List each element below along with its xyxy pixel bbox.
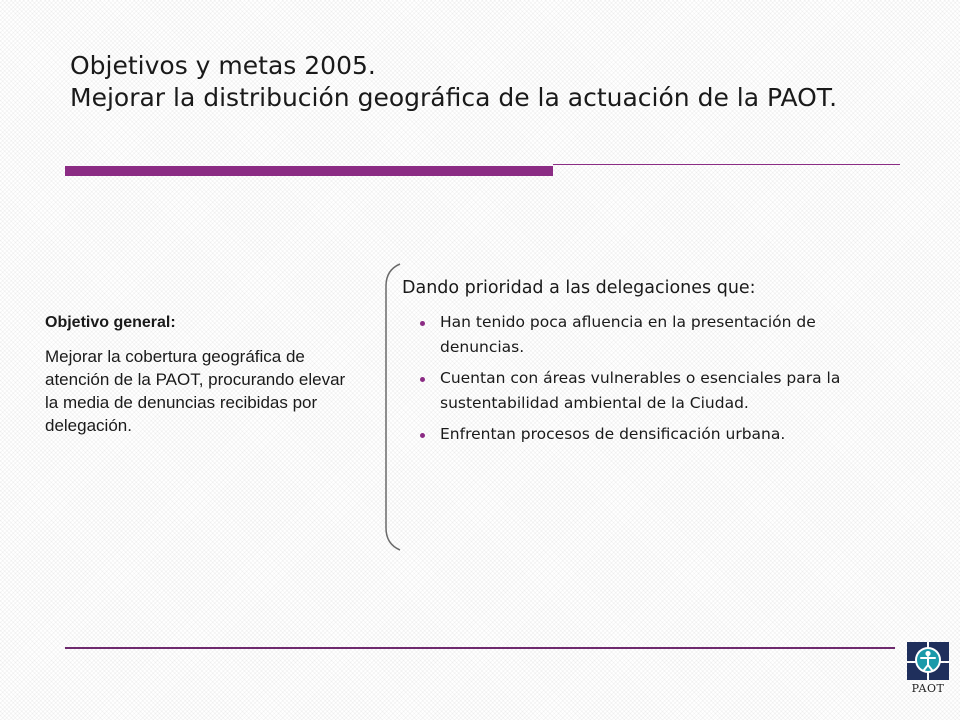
bullet-icon	[420, 321, 425, 326]
objective-text: Mejorar la cobertura geográfica de atención de la PAOT, procurando elevar la media de denuncias recibidas por delegación.	[45, 347, 346, 435]
list-item-text: Cuentan con áreas vulnerables o esenciales para la sustentabilidad ambiental de la Ciudad.	[440, 369, 841, 412]
objective-label: Objetivo general:	[45, 314, 176, 331]
priority-list	[402, 310, 892, 447]
paot-logo	[905, 638, 951, 696]
list-item	[440, 366, 892, 416]
priority-block	[402, 276, 892, 453]
objective-block	[45, 313, 360, 437]
slide-title-line-1: Objetivos y metas 2005.	[70, 51, 376, 80]
list-item	[440, 310, 892, 360]
list-item	[440, 422, 892, 447]
list-item-text: Han tenido poca afluencia en la presentación de denuncias.	[440, 313, 816, 356]
paot-logo-text: PAOT	[911, 682, 945, 695]
title-accent-bar	[65, 166, 553, 176]
list-item-text: Enfrentan procesos de densificación urbana.	[440, 425, 786, 443]
bullet-icon	[420, 377, 425, 382]
paot-emblem-icon	[905, 638, 951, 682]
bullet-icon	[420, 433, 425, 438]
priority-heading: Dando prioridad a las delegaciones que:	[402, 278, 756, 298]
slide-title	[70, 50, 890, 114]
bracket-divider	[380, 262, 404, 552]
slide-title-line-2: Mejorar la distribución geográfica de la actuación de la PAOT.	[70, 83, 838, 112]
footer-rule	[65, 647, 895, 649]
title-accent-line	[553, 164, 900, 165]
